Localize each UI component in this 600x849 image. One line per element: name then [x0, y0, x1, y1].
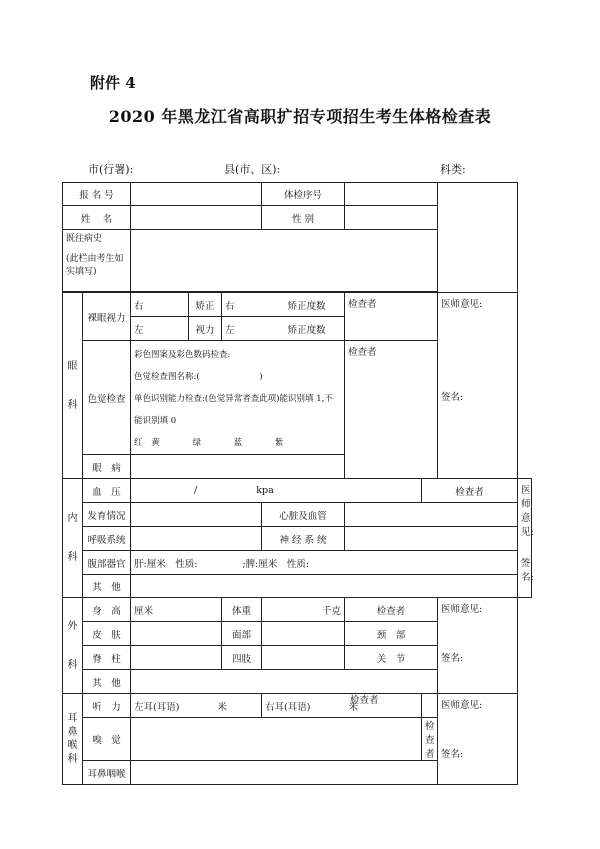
right-ear-field[interactable] [262, 694, 422, 718]
gender-label: 性 别 [262, 206, 345, 230]
cv-yellow: 黄 [151, 438, 160, 448]
skin-field[interactable] [131, 622, 222, 646]
face-label: 面部 [222, 622, 262, 646]
spine-field[interactable] [131, 646, 222, 670]
ent-doctor-label: 医师意见: [441, 700, 483, 711]
eye-sign-label: 签名: [441, 392, 464, 403]
spleen-label: ;脾:厘米 性质: [242, 558, 310, 570]
history-label-cell [63, 230, 131, 292]
left-corr-label: 左 [225, 324, 235, 336]
left-ear-label: 左耳(耳语) 米 [134, 701, 227, 713]
surgery-other-label: 其 他 [83, 670, 131, 694]
right-corr-deg-label: 矫正度数 [287, 300, 326, 312]
cv-blue: 蓝 [233, 438, 243, 448]
corrected-label-1: 矫正 [189, 293, 222, 317]
internal-other-field[interactable] [131, 575, 518, 598]
name-label: 姓 名 [63, 206, 131, 230]
page-title: 2020 年黑龙江省高职扩招专项招生考生体格检查表 [108, 107, 492, 126]
weight-unit: 千克 [322, 605, 342, 617]
ent-sign-label: 签名: [441, 749, 464, 760]
development-field[interactable] [131, 503, 262, 527]
cv-line-2: 色觉检查图名称:( ) [134, 372, 263, 382]
neck-label: 颈 部 [345, 622, 438, 646]
eye-examiner-1: 检查者 [345, 293, 438, 341]
surgery-section-label: 外 科 [63, 598, 83, 694]
reg-no-label: 报 名 号 [63, 183, 131, 206]
height-unit: 厘米 [134, 605, 154, 617]
color-vision-label: 色觉检查 [83, 341, 131, 455]
limbs-field[interactable] [262, 646, 345, 670]
heart-field[interactable] [345, 503, 518, 527]
eye-disease-label: 眼 病 [83, 455, 131, 479]
internal-other-label: 其 他 [83, 575, 131, 598]
cv-colors [134, 432, 341, 454]
bp-label: 血 压 [83, 479, 131, 503]
left-corr-cell[interactable] [222, 317, 345, 341]
ent-doctor-cell [438, 694, 518, 785]
county-label: 县(市、区): [224, 163, 281, 176]
exam-no-label: 体检序号 [262, 183, 345, 206]
right-corr-cell[interactable] [222, 293, 345, 317]
abdominal-label: 腹部器官 [83, 551, 131, 575]
color-vision-cell [131, 341, 345, 455]
category-label: 科类: [440, 163, 466, 176]
nervous-field[interactable] [345, 527, 518, 551]
left-ear-field[interactable] [131, 694, 262, 718]
respiratory-field[interactable] [131, 527, 262, 551]
internal-examiner-label: 检查者 [422, 479, 518, 503]
liver-label: 肝:厘米 性质: [134, 558, 198, 570]
height-label: 身 高 [83, 598, 131, 622]
history-note: (此栏由考生如实填写) [66, 253, 124, 277]
surgery-examiner-label: 检查者 [345, 598, 438, 622]
throat-field[interactable] [131, 761, 438, 785]
history-label: 既往病史 [66, 234, 103, 244]
ent-section-label: 耳 鼻 喉 科 [63, 694, 83, 785]
nervous-label: 神 经 系 统 [262, 527, 345, 551]
city-label: 市(行署): [88, 163, 134, 176]
eye-doctor-label: 医师意见: [441, 299, 483, 310]
right-ear-label: 右耳(耳语) 米 [265, 701, 358, 713]
exam-form-table [62, 182, 532, 785]
eye-disease-field[interactable] [131, 455, 345, 479]
eye-doctor-cell [438, 293, 518, 479]
limbs-label: 四肢 [222, 646, 262, 670]
surgery-doctor-cell [438, 598, 518, 694]
left-corr-deg-label: 矫正度数 [287, 324, 326, 336]
smell-field[interactable] [131, 718, 422, 761]
surgery-other-field[interactable] [131, 670, 438, 694]
gender-field[interactable] [345, 206, 438, 230]
cv-green: 绿 [192, 438, 201, 448]
throat-label: 耳鼻咽喉 [83, 761, 131, 785]
heart-label: 心脏及血管 [262, 503, 345, 527]
exam-no-field[interactable] [345, 183, 438, 206]
history-field[interactable] [131, 230, 438, 292]
name-field[interactable] [131, 206, 262, 230]
respiratory-label: 呼吸系统 [83, 527, 131, 551]
weight-field[interactable] [262, 598, 345, 622]
face-field[interactable] [262, 622, 345, 646]
joints-label: 关 节 [345, 646, 438, 670]
bp-separator: / [194, 485, 198, 496]
cv-line-1: 彩色图案及彩色数码检查: [134, 350, 231, 360]
eye-examiner-2: 检查者 [345, 341, 438, 479]
cv-purple: 紫 [274, 438, 284, 448]
height-field[interactable] [131, 598, 222, 622]
naked-vision-label: 裸眼视力 [83, 293, 131, 341]
weight-label: 体重 [222, 598, 262, 622]
hearing-label: 听 力 [83, 694, 131, 718]
photo-box [438, 183, 518, 293]
internal-doctor-label: 医师意见: [521, 485, 534, 538]
development-label: 发育情况 [83, 503, 131, 527]
abdominal-field[interactable] [131, 551, 518, 575]
ent-hearing-examiner: 检查者 [350, 695, 379, 706]
right-naked-label: 右 [131, 293, 189, 317]
internal-sign-label: 签名: [521, 558, 534, 583]
cv-line-3: 单色识别能力检查:(色觉异常者查此项)能识别填 1,不能识别填 0 [134, 394, 333, 426]
attachment-label: 附件 4 [90, 74, 136, 92]
bp-unit: kpa [256, 485, 274, 496]
right-corr-label: 右 [225, 300, 235, 312]
internal-section-label: 内 科 [63, 479, 83, 598]
surgery-doctor-label: 医师意见: [441, 604, 483, 615]
left-naked-label: 左 [131, 317, 189, 341]
internal-doctor-cell [518, 479, 532, 598]
ent-examiner-label-2: 检查者 [422, 718, 438, 761]
skin-label: 皮 肤 [83, 622, 131, 646]
surgery-sign-label: 签名: [441, 653, 464, 664]
ent-examiner-label-1 [422, 694, 438, 718]
smell-label: 嗅 觉 [83, 718, 131, 761]
eye-section-label: 眼 科 [63, 293, 83, 479]
spine-label: 脊 柱 [83, 646, 131, 670]
cv-red: 红 [134, 438, 143, 448]
reg-no-field[interactable] [131, 183, 262, 206]
bp-field[interactable] [131, 479, 422, 503]
corrected-label-2: 视力 [189, 317, 222, 341]
